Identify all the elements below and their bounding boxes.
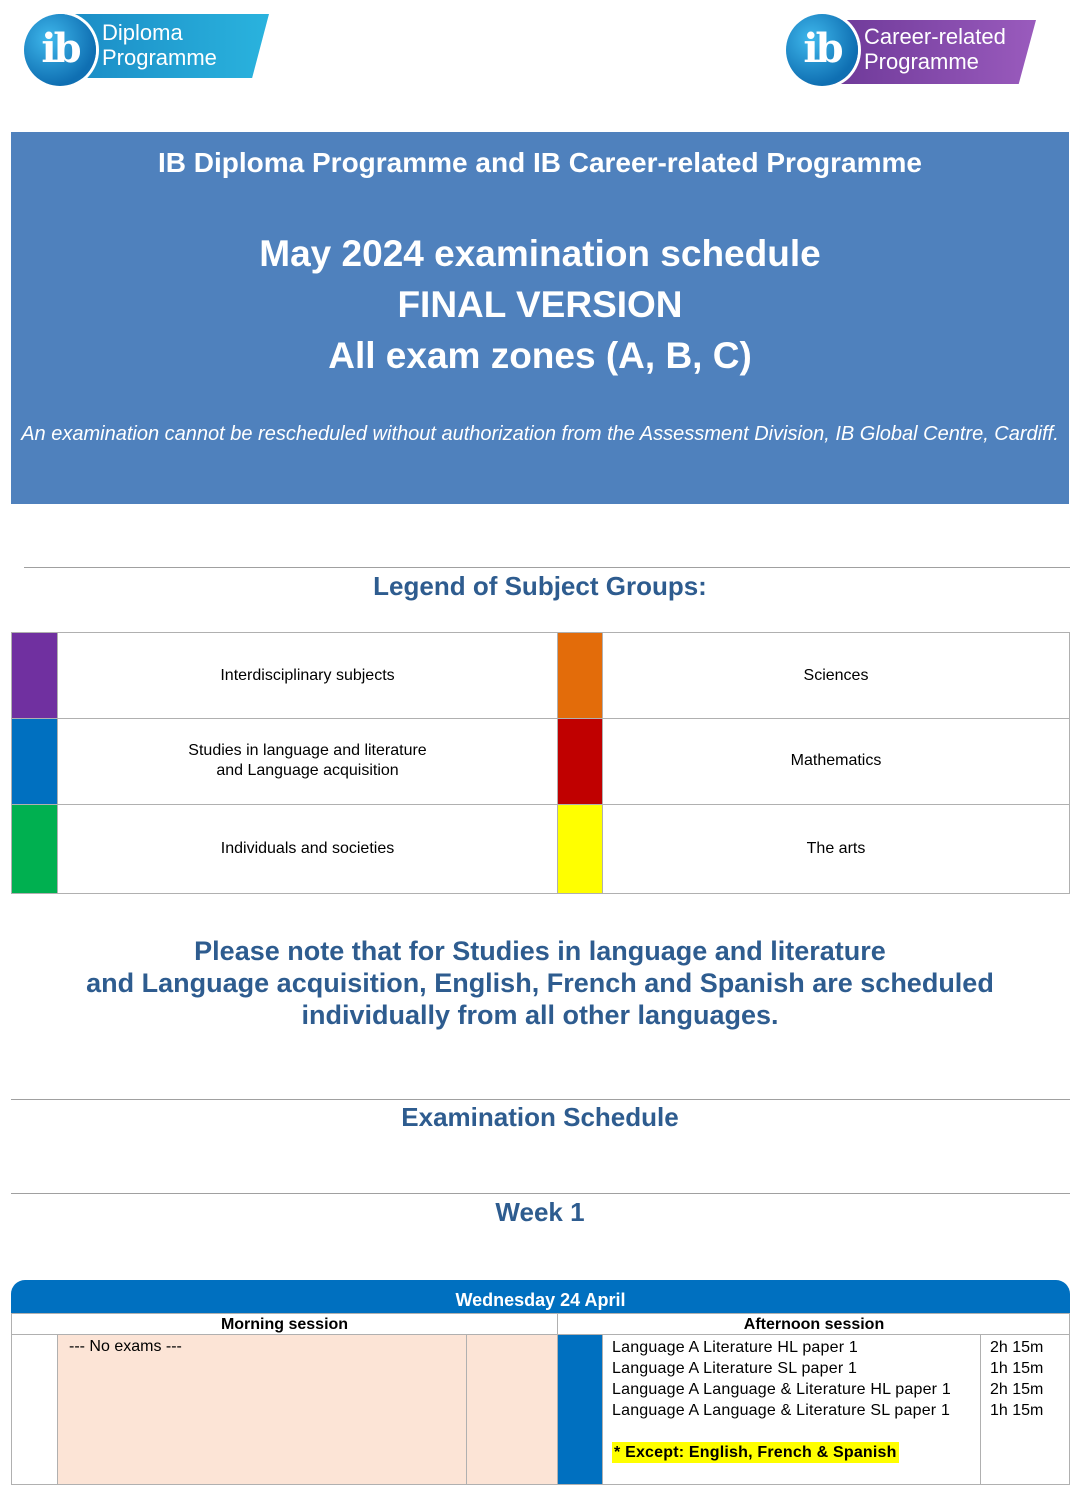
cp-logo: [786, 14, 1036, 86]
title-banner: [11, 132, 1069, 504]
legend-label-individuals: Individuals and societies: [57, 804, 557, 893]
divider: [11, 1193, 1070, 1194]
schedule-heading: Examination Schedule: [401, 1102, 679, 1132]
legend-label-mathematics: Mathematics: [602, 718, 1069, 804]
exam-duration: 2h 15m: [990, 1339, 1044, 1356]
legend-swatch-sciences: [557, 633, 602, 718]
ib-mark-icon: ib: [786, 14, 858, 86]
morning-session-label: Morning session: [220, 1316, 349, 1333]
banner-note: An examination cannot be rescheduled without authorization from the Assessment Division, IB Global Centre, Cardiff.: [21, 423, 1059, 445]
legend-table: [11, 632, 1070, 894]
legend-row-divider: [12, 804, 1069, 805]
afternoon-exam-list: [612, 1337, 951, 1463]
dp-logo: [24, 14, 269, 86]
legend-swatch-arts: [557, 804, 602, 893]
legend-swatch-mathematics: [557, 718, 602, 804]
cp-logo-text: Career-related Programme: [864, 24, 1006, 74]
banner-zones: All exam zones (A, B, C): [328, 335, 752, 376]
afternoon-duration-list: [990, 1337, 1043, 1421]
exam-name: Language A Literature SL paper 1: [612, 1360, 858, 1377]
legend-swatch-language: [12, 718, 57, 804]
banner-subtitle: IB Diploma Programme and IB Career-related Programme: [157, 147, 922, 178]
exam-duration: 1h 15m: [990, 1402, 1044, 1419]
legend-heading: Legend of Subject Groups:: [373, 571, 707, 601]
exam-name: Language A Language & Literature SL paper 1: [612, 1402, 951, 1419]
divider: [24, 567, 1070, 568]
legend-swatch-interdisciplinary: [12, 633, 57, 718]
afternoon-group-swatch: [557, 1335, 602, 1484]
morning-duration-cell: [466, 1335, 557, 1484]
banner-version: FINAL VERSION: [397, 284, 683, 325]
afternoon-session-label: Afternoon session: [743, 1316, 885, 1333]
divider: [11, 1099, 1070, 1100]
legend-row-divider: [12, 718, 1069, 719]
morning-no-exams: --- No exams ---: [69, 1338, 182, 1355]
day-header: Wednesday 24 April: [11, 1280, 1070, 1313]
legend-label-interdisciplinary: Interdisciplinary subjects: [57, 633, 557, 718]
session-header-row: [11, 1313, 1070, 1335]
ib-mark-icon: ib: [24, 14, 96, 86]
banner-title: May 2024 examination schedule: [259, 233, 821, 274]
morning-cell: [57, 1335, 466, 1484]
legend-label-language: Studies in language and literature and Language acquisition: [57, 718, 557, 804]
exam-duration: 1h 15m: [990, 1360, 1044, 1377]
legend-label-arts: The arts: [602, 804, 1069, 893]
exam-name: Language A Literature HL paper 1: [612, 1339, 858, 1356]
legend-label-sciences: Sciences: [602, 633, 1069, 718]
dp-logo-text: Diploma Programme: [102, 20, 217, 70]
language-notice: Please note that for Studies in language and literature and Language acquisition, English, French and Spanish are scheduled individually from all other languages.: [86, 936, 994, 1030]
exception-note: * Except: English, French & Spanish: [614, 1444, 897, 1461]
exam-name: Language A Language & Literature HL paper 1: [612, 1381, 951, 1398]
legend-swatch-individuals: [12, 804, 57, 893]
exam-duration: 2h 15m: [990, 1381, 1044, 1398]
week-heading: Week 1: [495, 1197, 585, 1227]
